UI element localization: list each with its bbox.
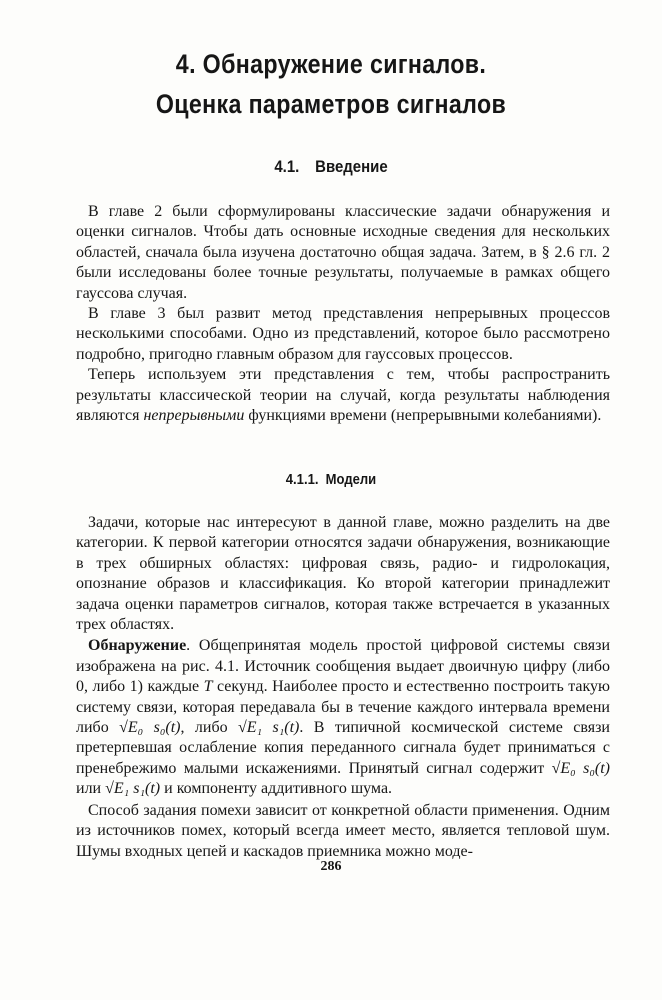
paragraph: В главе 2 были сформулированы классические задачи обнаружения и оценки сигналов. Чтобы дать основные исходные сведения для нескольких областей, сначала была изучена достаточно общая задача. Затем, в § 2.6 гл. 2 были исследованы более точные результаты, получаемые в рамках общего гауссова случая.: [76, 203, 610, 302]
subsection-heading: [33, 472, 629, 488]
paragraph: [76, 636, 610, 799]
paragraph-text: секунд. Наиболее просто и естественно построить такую систему связи, которая передавала бы в течение каждого интервала времени либо: [76, 678, 611, 737]
paragraph: Задачи, которые нас интересуют в данной главе, можно разделить на две категории. К первой категории относятся задачи обнаружения, возникающие в трех обширных областях: цифровая связь, радио- и гидролокация, опознание образов и классификация. Ко второй категории принадлежит задача оценки параметров сигналов, которая также встречается в указанных трех областях.: [76, 514, 610, 634]
formula: √E₁ s₁(t): [105, 780, 161, 798]
chapter-title-line-2: Оценка параметров сигналов: [155, 89, 507, 119]
paragraph: В главе 3 был развит метод представления непрерывных процессов несколькими способами. Одно из представлений, которое было рассмотрено подробно, пригодно главным образом для гауссовых процессов.: [76, 305, 610, 363]
formula: √E₁ s₁(t): [237, 719, 300, 737]
variable-T: T: [203, 678, 213, 696]
formula: √E₀ s₀(t): [551, 759, 610, 777]
paragraph-text: , либо: [180, 719, 238, 737]
subsection-body: [76, 513, 610, 863]
chapter-title-line-1: 4. Обнаружение сигналов.: [175, 49, 487, 79]
paragraph-text: и компоненту аддитивного шума.: [160, 780, 393, 798]
section-title: Введение: [315, 157, 388, 176]
subsection-title: Модели: [325, 472, 377, 488]
section-number: 4.1.: [274, 157, 300, 176]
paragraph-text: . В типичной космической системе связи претерпевшая ослабление копия переданного сигнала будет приниматься с пренебрежимо малыми искажениями. Принятый сигнал содержит: [76, 719, 610, 777]
paragraph: Способ задания помехи зависит от конкретной области применения. Одним из источников помех, который всегда имеет место, является тепловой шум. Шумы входных цепей и каскадов приемника можно моде-: [76, 801, 610, 860]
emphasis-text: непрерывными: [143, 407, 245, 425]
run-in-heading: Обнаружение: [88, 637, 187, 655]
formula: √E₀ s₀(t): [119, 719, 181, 737]
section-heading: [40, 157, 623, 177]
section-body: [76, 202, 610, 426]
subsection-number: 4.1.1.: [285, 472, 319, 488]
paragraph-text: или: [76, 780, 106, 798]
chapter-title: [46, 44, 615, 124]
paragraph-text: Теперь используем эти представления с тем, чтобы распространить результаты классической теории на случай, когда результаты наблюдения являются: [76, 366, 610, 425]
paragraph: [76, 365, 610, 426]
paragraph-text: функциями времени (непрерывными колебаниями).: [244, 407, 602, 425]
page-number: 286: [320, 859, 342, 874]
paragraph-text: . Общепринятая модель простой цифровой системы связи изображена на рис. 4.1. Источник сообщения выдает двоичную цифру (либо 0, либо 1) каждые: [76, 637, 610, 696]
